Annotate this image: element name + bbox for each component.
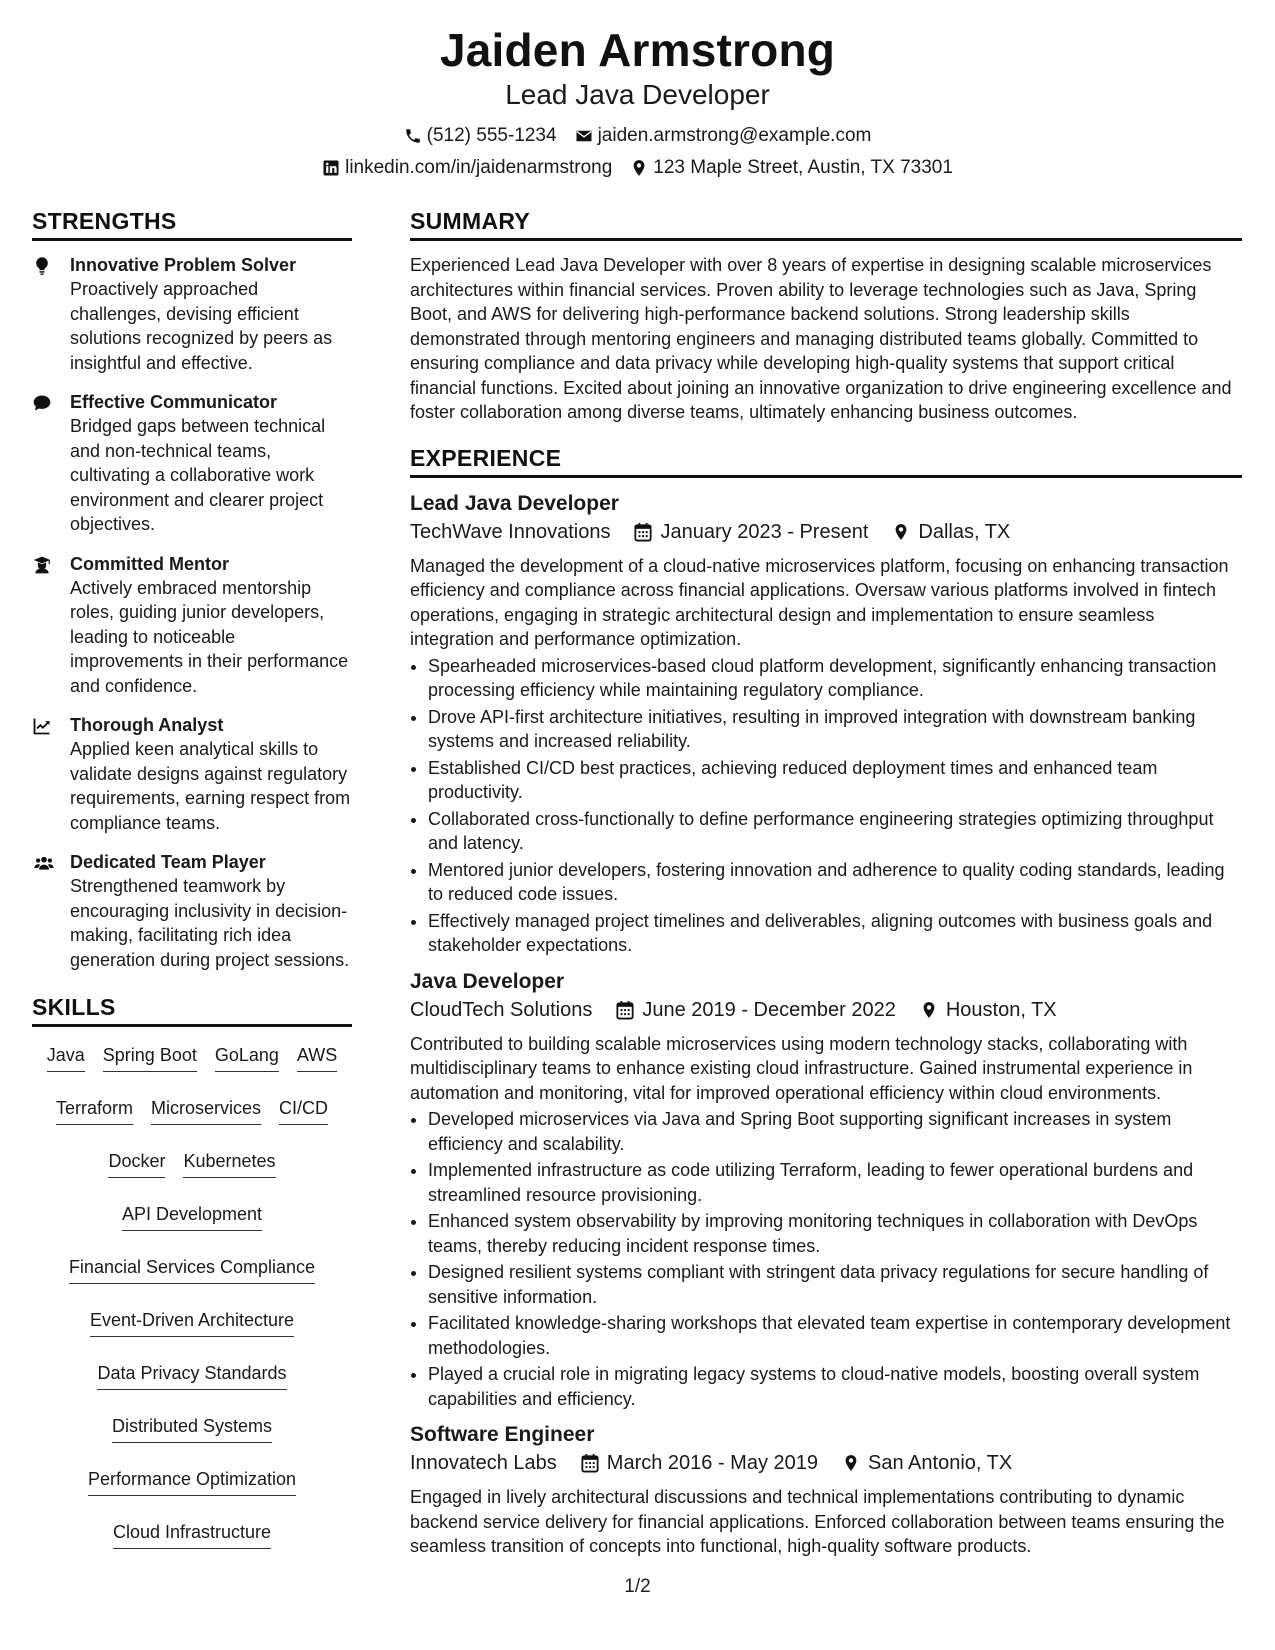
job-description: Contributed to building scalable microservices using modern technology stacks, collaborating with multidisciplinary teams to enhance existing cloud infrastructure. Gained instrumental experience in automation and monitoring, vital for improved operational efficiency within cloud environments. (410, 1033, 1193, 1103)
bullet-item: • Mentored junior developers, fostering innovation and adherence to quality coding standards, leading to reduced code issues. (428, 858, 1242, 907)
right-column (410, 206, 1242, 1569)
address-text: 123 Maple Street, Austin, TX 73301 (653, 157, 953, 178)
lightbulb-icon (32, 256, 52, 276)
skill-tag: GoLang (215, 1043, 279, 1072)
company-name: CloudTech Solutions (410, 998, 593, 1021)
bullet-item: • Implemented infrastructure as code utilizing Terraform, leading to fewer operational burdens and streamlined resource provisioning. (428, 1158, 1242, 1207)
skill-tag: Performance Optimization (88, 1467, 296, 1496)
job-title: Java Developer (410, 969, 565, 993)
job-bullets (410, 1107, 1242, 1411)
skill-tag: Financial Services Compliance (69, 1255, 315, 1284)
skill-tag: Data Privacy Standards (97, 1361, 286, 1390)
job-bullets (410, 654, 1242, 958)
strength-item (32, 390, 352, 537)
job-description: Managed the development of a cloud-native microservices platform, focusing on enhancing transaction efficiency and compliance across financial applications. Oversaw various platforms involved in fintech operations, engaging in strategic architectural design and implementation to ensure seamless integration and performance optimization. (410, 555, 1229, 649)
bullet-item: • Designed resilient systems compliant with stringent data privacy regulations for secure handling of sensitive information. (428, 1260, 1242, 1309)
job-meta (410, 996, 1242, 1024)
address-contact (630, 156, 953, 180)
company-name: TechWave Innovations (410, 520, 611, 543)
strength-title: Innovative Problem Solver (70, 255, 297, 275)
job-description: Engaged in lively architectural discussions and technical implementations contributing to dynamic backend service delivery for financial applications. Enforced collaboration between teams ensuring the seamless transition of concepts into functional, high-quality software products. (410, 1487, 1225, 1556)
calendar-icon (616, 1000, 634, 1020)
skills-heading: SKILLS (32, 992, 352, 1027)
map-pin-icon (920, 1000, 938, 1020)
summary-heading: SUMMARY (410, 206, 1242, 241)
company-name: Innovatech Labs (410, 1452, 557, 1474)
job-entry (410, 968, 1242, 1412)
strength-title: Effective Communicator (70, 392, 278, 412)
calendar-icon (634, 522, 652, 542)
bullet-item: • Developed microservices via Java and Spring Boot supporting significant increases in system efficiency and scalability. (428, 1107, 1242, 1156)
skill-tag: Event-Driven Architecture (90, 1308, 294, 1337)
summary-text: Experienced Lead Java Developer with over 8 years of expertise in designing scalable microservices architectures within financial services. Proven ability to leverage technologies such as Java, Spring Boot, and AWS for delivering high-performance backend solutions. Strong leadership skills demonstrated through mentoring engineers and managing distributed teams globally. Committed to ensuring compliance and data privacy while developing high-quality systems that support critical financial functions. Excited about joining an innovative organization to drive engineering excellence and foster collaboration among diverse teams, ultimately enhancing business outcomes. (410, 255, 1232, 422)
job-entry (410, 1421, 1242, 1559)
skill-tag: Terraform (56, 1096, 133, 1125)
phone-contact (404, 124, 557, 148)
contact-row-2 (0, 156, 1275, 180)
page-number: 1/2 (624, 1576, 651, 1597)
bullet-item: • Played a crucial role in migrating legacy systems to cloud-native models, boosting overall system capabilities and efficiency. (428, 1362, 1242, 1411)
candidate-name: Jaiden Armstrong (439, 24, 836, 76)
strength-item (32, 850, 352, 972)
envelope-icon (575, 127, 593, 145)
email-text[interactable]: jaiden.armstrong@example.com (597, 125, 872, 146)
linkedin-text[interactable]: linkedin.com/in/jaidenarmstrong (345, 157, 613, 178)
experience-heading: EXPERIENCE (410, 443, 1242, 478)
skill-tag: API Development (122, 1202, 262, 1231)
contact-row-1 (0, 124, 1275, 148)
bullet-item: • Drove API-first architecture initiatives, resulting in improved integration with downstream banking systems and increased reliability. (428, 705, 1242, 754)
skill-tag: Microservices (151, 1096, 261, 1125)
job-meta (410, 518, 1242, 546)
map-pin-icon (630, 159, 648, 177)
job-dates: January 2023 - Present (660, 520, 869, 543)
strength-description: Proactively approached challenges, devising efficient solutions recognized by peers as insightful and effective. (70, 279, 333, 373)
job-location: Houston, TX (945, 998, 1057, 1021)
map-pin-icon (892, 522, 910, 542)
phone-icon (404, 127, 422, 145)
team-icon (32, 853, 56, 873)
calendar-icon (581, 1453, 599, 1473)
candidate-title: Lead Java Developer (505, 79, 770, 110)
job-meta (410, 1449, 1242, 1477)
chart-line-icon (32, 716, 52, 736)
job-location: San Antonio, TX (868, 1452, 1013, 1474)
skill-tag: Kubernetes (183, 1149, 275, 1178)
job-dates: March 2016 - May 2019 (606, 1452, 819, 1474)
skill-tag: Distributed Systems (112, 1414, 272, 1443)
email-contact[interactable] (575, 124, 872, 148)
bullet-item: • Collaborated cross-functionally to define performance engineering strategies optimizing throughput and latency. (428, 807, 1242, 856)
strength-item (32, 253, 352, 375)
mentor-icon (32, 555, 52, 575)
left-column (32, 206, 352, 1549)
skill-tag: Java (47, 1043, 85, 1072)
linkedin-contact[interactable] (322, 156, 612, 180)
skill-tag: Docker (108, 1149, 165, 1178)
job-title: Software Engineer (410, 1423, 595, 1446)
strength-title: Dedicated Team Player (70, 852, 266, 872)
bullet-item: • Enhanced system observability by improving monitoring techniques in collaboration with DevOps teams, thereby reducing incident response times. (428, 1209, 1242, 1258)
job-entry (410, 490, 1242, 958)
skill-tag: AWS (297, 1043, 337, 1072)
skill-tag: Cloud Infrastructure (113, 1520, 271, 1549)
phone-text: (512) 555-1234 (426, 125, 557, 146)
job-title: Lead Java Developer (410, 491, 619, 515)
strength-description: Actively embraced mentorship roles, guiding junior developers, leading to noticeable improvements in their performance and confidence. (70, 577, 349, 696)
job-dates: June 2019 - December 2022 (642, 998, 896, 1021)
job-location: Dallas, TX (918, 520, 1011, 543)
bullet-item: • Effectively managed project timelines and deliverables, aligning outcomes with business goals and stakeholder expectations. (428, 909, 1242, 958)
strength-title: Committed Mentor (70, 553, 229, 574)
resume-header (0, 22, 1275, 180)
bullet-item: • Spearheaded microservices-based cloud platform development, significantly enhancing transaction processing efficiency while maintaining regulatory compliance. (428, 654, 1242, 703)
comment-icon (32, 393, 52, 413)
skills-list (32, 1039, 352, 1549)
strength-description: Applied keen analytical skills to validate designs against regulatory requirements, earning respect from compliance teams. (70, 739, 351, 833)
bullet-item: • Facilitated knowledge-sharing workshops that elevated team expertise in contemporary development methodologies. (428, 1311, 1242, 1360)
skill-tag: Spring Boot (103, 1043, 197, 1072)
strength-item (32, 552, 352, 699)
strengths-heading: STRENGTHS (32, 206, 352, 241)
strength-title: Thorough Analyst (70, 715, 224, 735)
map-pin-icon (842, 1453, 860, 1473)
strength-description: Strengthened teamwork by encouraging inclusivity in decision-making, facilitating rich idea generation during project sessions. (70, 876, 350, 970)
linkedin-icon (322, 159, 340, 177)
strength-description: Bridged gaps between technical and non-technical teams, cultivating a collaborative work environment and clearer project objectives. (70, 416, 326, 534)
skill-tag: CI/CD (279, 1096, 328, 1125)
strength-item (32, 713, 352, 835)
bullet-item: • Established CI/CD best practices, achieving reduced deployment times and enhanced team productivity. (428, 756, 1242, 805)
